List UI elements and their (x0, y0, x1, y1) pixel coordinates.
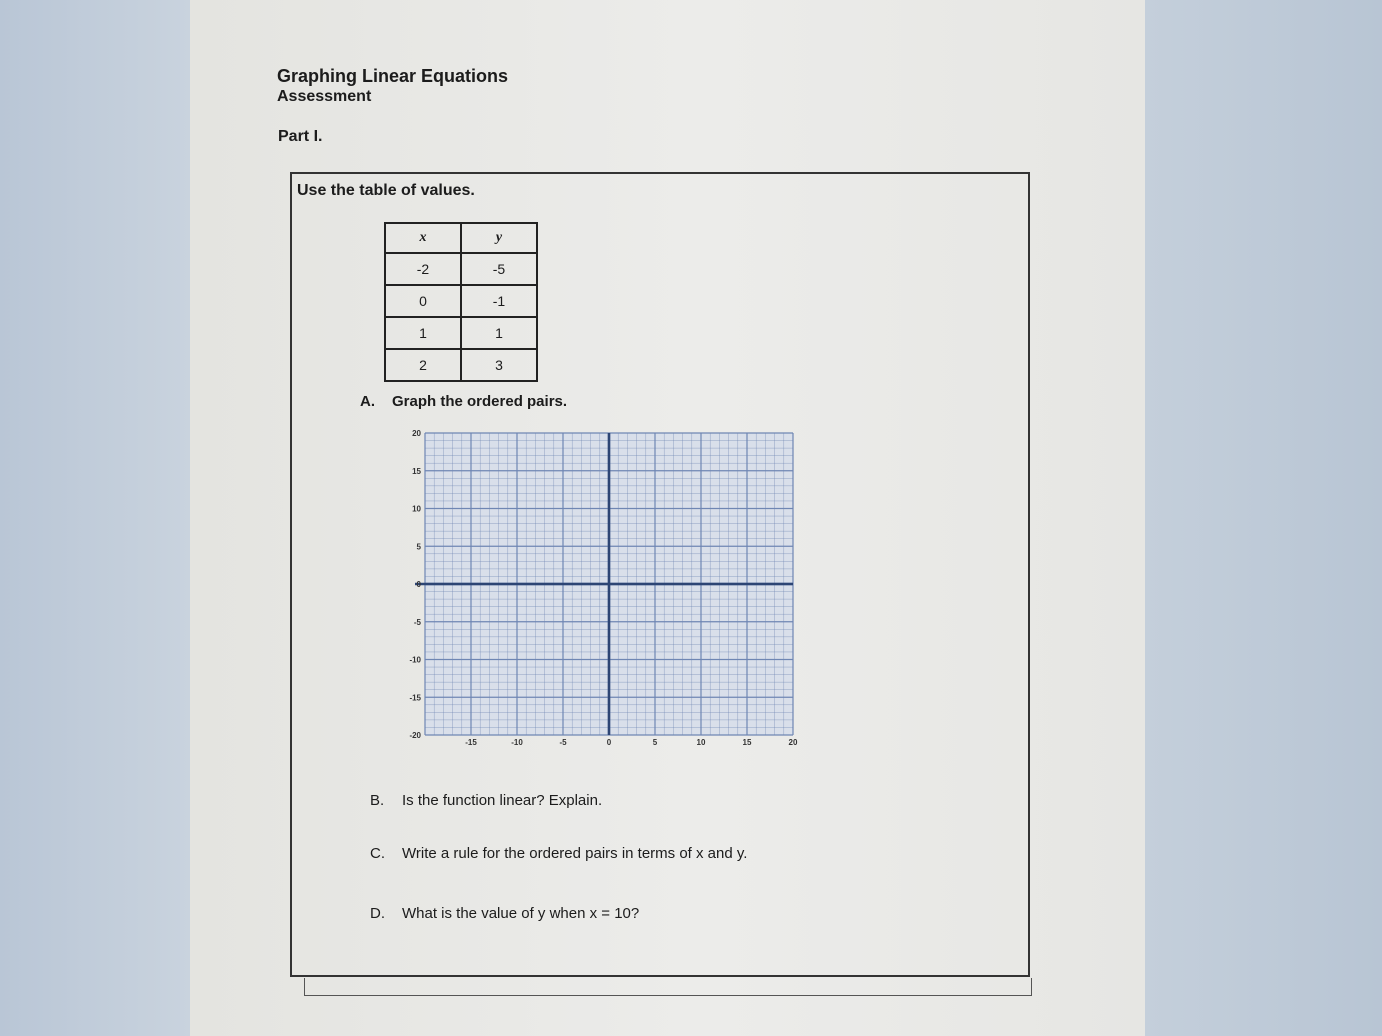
question-c (370, 845, 747, 862)
x-tick-label: -10 (511, 738, 523, 747)
question-letter: C. (370, 845, 385, 862)
y-tick-label: 0 (416, 580, 421, 589)
y-tick-label: -15 (409, 693, 421, 703)
y-tick-label: 10 (412, 504, 421, 514)
table-row (385, 317, 537, 349)
x-tick-label: -15 (465, 738, 477, 747)
header-y: y (461, 223, 537, 253)
x-tick-label: 10 (696, 738, 706, 747)
question-letter: B. (370, 792, 385, 809)
coordinate-grid[interactable] (395, 425, 805, 750)
question-letter: D. (370, 905, 385, 922)
x-tick-label: -5 (559, 738, 567, 747)
question-letter: A. (360, 393, 375, 410)
part-heading: Part I. (278, 128, 323, 145)
y-tick-label: 5 (416, 542, 421, 552)
cell: 2 (385, 349, 461, 381)
table-row (385, 349, 537, 381)
box-shadow-border (304, 978, 1032, 996)
question-text: Write a rule for the ordered pairs in terms of x and y. (402, 845, 748, 862)
question-b (370, 792, 602, 809)
header-x: x (385, 223, 461, 253)
question-text: Graph the ordered pairs. (392, 393, 568, 410)
x-tick-label: 0 (606, 738, 612, 747)
question-text: Is the function linear? Explain. (402, 792, 603, 809)
cell: 3 (461, 349, 537, 381)
instruction-text: Use the table of values. (297, 182, 475, 199)
question-text: What is the value of y when x = 10? (402, 905, 640, 922)
values-table (384, 222, 538, 382)
page-title: Graphing Linear Equations (277, 66, 509, 86)
cell: 0 (385, 285, 461, 317)
x-tick-label: 20 (788, 738, 798, 747)
x-tick-label: 5 (652, 738, 658, 747)
table-row (385, 253, 537, 285)
question-a (360, 393, 567, 410)
y-tick-label: -20 (409, 731, 421, 740)
y-tick-label: -10 (409, 655, 421, 665)
cell: 1 (385, 317, 461, 349)
cell: -1 (461, 285, 537, 317)
y-tick-label: 20 (412, 429, 421, 438)
cell: -5 (461, 253, 537, 285)
x-tick-label: 15 (742, 738, 752, 747)
page-subtitle: Assessment (277, 88, 372, 105)
cell: -2 (385, 253, 461, 285)
cell: 1 (461, 317, 537, 349)
question-d (370, 905, 639, 922)
y-tick-label: -5 (413, 617, 421, 627)
y-tick-label: 15 (412, 466, 421, 476)
table-row (385, 285, 537, 317)
